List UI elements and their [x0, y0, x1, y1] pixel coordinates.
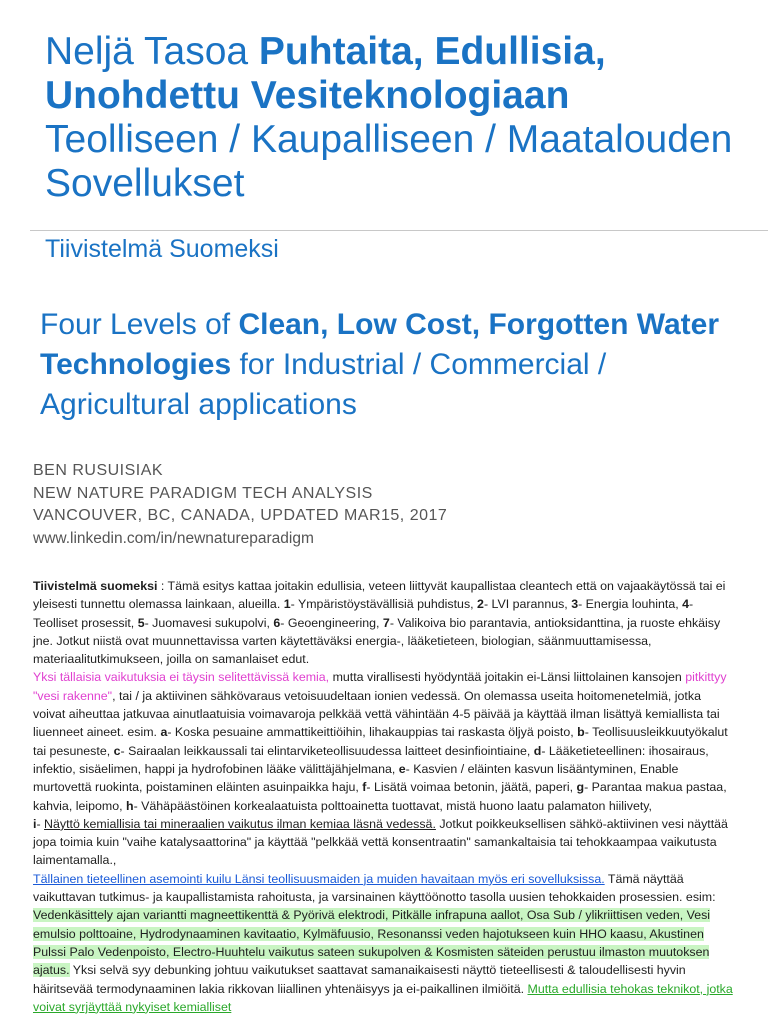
author-link[interactable]: www.linkedin.com/in/newnatureparadigm: [33, 529, 314, 547]
p3-text-a: Tämä näyttää vaikuttavan tutkimus- ja kaupallistamista rahoitusta, ja varsinainen käyttöönotto tasolla uusien tehokkaiden prosessien. esim:: [33, 871, 716, 905]
abstract-paragraph-3: [33, 870, 733, 1016]
title-en-prefix: Four Levels of: [40, 308, 239, 341]
p1-num-7: 7: [382, 615, 390, 630]
p1-num-4: 4: [682, 597, 690, 612]
p2-letter-h: h: [125, 798, 134, 813]
p2-highlight-magenta-1: Yksi tällaisia vaikutuksia ei täysin selitettävissä kemia,: [33, 670, 330, 685]
p2-text-b: , tai / ja aktiivinen sähkövaraus vetoisuudeltaan ionien vedessä. On olemassa useita hoitomenetelmiä, jotka voivat aiheuttaa jatkuvaa ainutlaatuisia voimavaroja pelkkää vettä vähintään 4-5 päivää ja käyttää ilman lisättyä kemiallista tai liuenneet aineet. esim.: [33, 688, 720, 740]
abstract-body: [33, 577, 733, 1016]
p1-text-d: - Energia louhinta,: [578, 597, 683, 612]
title-en-suffix: for Industrial / Commercial / Agricultural applications: [40, 348, 607, 421]
p2-text-j: - Vähäpäästöinen korkealaatuista polttoainetta tuottavat, mistä huono laatu palamaton hiilivety,: [133, 798, 653, 813]
title-fi-bold: Puhtaita, Edullisia, Unohdettu Vesiteknologiaan: [45, 30, 606, 117]
title-divider: [30, 230, 768, 231]
p1-text-e: - Teolliset prosessit,: [33, 597, 694, 630]
p2-letter-f: f: [362, 780, 367, 795]
p2-text-a: mutta virallisesti hyödyntää joitakin ei-Länsi liittolainen kansojen: [329, 670, 686, 685]
p1-text-h: - Valikoiva bio parantavia, antioksidanttina, ja ruoste ehkäisy jne. Jotkut niistä ovat muunnettavissa varten käytettäväksi energia-, lääketieteen, biologian, säänmuuttamisessa, materiaalitutkimukseen, joilla on samanlaiset edut.: [33, 615, 721, 667]
p1-num-1: 1: [283, 597, 291, 612]
title-fi-prefix: Neljä Tasoa: [45, 30, 259, 73]
p1-num-5: 5: [137, 615, 145, 630]
p2-text-k: -: [36, 816, 45, 831]
p2-underlined-claim: Näyttö kemiallisia tai mineraalien vaikutus ilman kemiaa läsnä vedessä.: [44, 816, 436, 831]
p2-text-h: - Lisätä voimaa betonin, jäätä, paperi,: [366, 780, 577, 795]
p2-letter-g: g: [576, 780, 585, 795]
author-location: VANCOUVER, BC, CANADA, UPDATED MAR15, 2017: [33, 507, 448, 524]
p3-green-statement: Mutta edullisia tehokas teknikot, jotka voivat syrjäyttää nykyiset kemialliset: [33, 981, 733, 1014]
abstract-paragraph-2: [33, 668, 733, 869]
p3-highlighted-technologies: Vedenkäsittely ajan variantti magneettikenttä & Pyörivä elektrodi, Pitkälle infrapuna aallot, Osa Sub / ylikriittisen veden, Vesi emulsio polttoaine, Hydrodynaaminen kavitaatio, Kylmäfuusio, Resonanssi veden hajotukseen kuin HHO kaasu, Akustinen Pulssi Palo Vedenpoisto, Electro-Huuhtelu vaikutus sateen sukupolven & Kosmisten säteiden perustuu ilmaston muutoksen ajatus.: [33, 908, 711, 978]
p2-letter-d: d: [533, 743, 542, 758]
p2-letter-c: c: [113, 743, 121, 758]
p2-highlight-magenta-2: pitkittyy "vesi rakenne": [33, 670, 727, 703]
p1-num-3: 3: [571, 597, 579, 612]
p1-num-6: 6: [273, 615, 281, 630]
title-fi-suffix: Teolliseen / Kaupalliseen / Maatalouden Sovellukset: [45, 118, 733, 205]
subtitle-finnish: Tiivistelmä Suomeksi: [45, 235, 279, 263]
p1-text-g: - Geoengineering,: [280, 615, 383, 630]
p2-text-d: - Teollisuusleikkuutyökalut tai pesuneste,: [33, 725, 728, 758]
p1-text-b: - Ympäristöystävällisiä puhdistus,: [290, 597, 478, 612]
p2-text-l: Jotkut poikkeuksellisen sähkö-aktiivinen vesi näyttää jopa toimia kuin "vaihe katalysaattorina" ja käyttää "pelkkää vettä konsentraatin" samankaltaisia tai tehokkaampaa vaikutusta laimentamalla.,: [33, 816, 728, 868]
p1-num-2: 2: [477, 597, 484, 612]
p2-text-c: - Koska pesuaine ammattikeittiöihin, lihakauppias tai raskasta öljyä poisto,: [167, 725, 578, 740]
document-title-finnish: [45, 30, 745, 206]
title-en-bold: Clean, Low Cost, Forgotten Water Technologies: [40, 308, 719, 381]
author-org: NEW NATURE PARADIGM TECH ANALYSIS: [33, 484, 373, 502]
author-block: [33, 460, 447, 550]
p3-blue-statement: Tällainen tieteellinen asemointi kuilu Länsi teollisuusmaiden ja muiden havaitaan myös eri sovelluksissa.: [33, 871, 605, 886]
p3-text-b: Yksi selvä syy debunking johtuu vaikutukset saattavat samanaikaisesti näyttö tieteellisesti & taloudellisesti hyvin häiritsevää termodynaaminen lakia rikkovan liiallinen yhtenäisyys ja ei-paikallinen ilmiöitä.: [33, 963, 686, 996]
document-title-english: [40, 305, 750, 425]
p2-letter-e: e: [398, 761, 406, 776]
p1-text-c: - LVI parannus,: [483, 597, 572, 612]
p1-text-a: : Tämä esitys kattaa joitakin edullisia, veteen liittyvät kaupallistaa cleantech että on vajaakäytössä tai ei yleisesti tunnettu olemassa lainkaan, alueilla.: [33, 579, 726, 612]
p2-text-f: - Lääketieteellinen: ihosairaus, infektio, sisäelimen, happi ja hydrofobinen lääke välittäjähjelmana,: [33, 743, 709, 776]
abstract-paragraph-1: [33, 577, 733, 668]
p2-letter-b: b: [577, 725, 585, 740]
abstract-label: Tiivistelmä suomeksi: [33, 579, 158, 593]
p2-letter-i: i: [33, 816, 37, 831]
p2-letter-a: a: [160, 725, 168, 740]
p2-text-e: - Sairaalan leikkaussali tai elintarviketeollisuudessa laitteet desinfiointiaine,: [120, 743, 534, 758]
p2-text-g: - Kasvien / eläinten kasvun lisääntyminen, Enable murtovettä ruokinta, poistaminen eläinten asuinpaikka haju,: [33, 761, 679, 795]
p2-text-i: - Parantaa makua pastaa, kahvia, leipomo,: [33, 780, 727, 813]
author-name: BEN RUSUISIAK: [33, 462, 164, 479]
p1-text-f: - Juomavesi sukupolvi,: [144, 615, 274, 630]
